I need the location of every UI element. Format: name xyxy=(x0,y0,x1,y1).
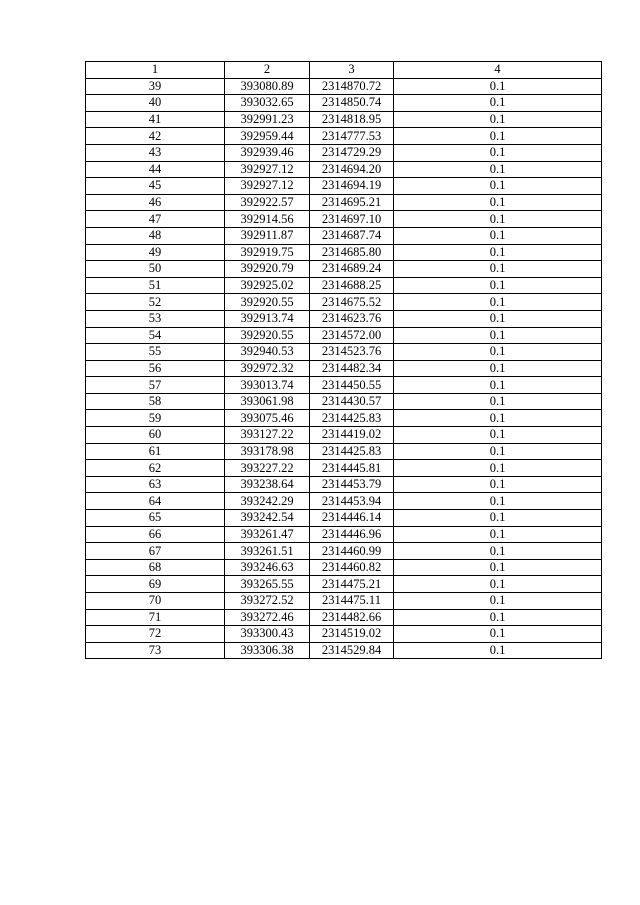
table-cell-col-1: 72 xyxy=(86,626,225,643)
table-cell-col-1: 67 xyxy=(86,543,225,560)
table-cell-col-3: 2314572.00 xyxy=(310,327,394,344)
table-cell-col-4: 0.1 xyxy=(394,427,602,444)
table-cell-col-1: 60 xyxy=(86,427,225,444)
table-cell-col-4: 0.1 xyxy=(394,327,602,344)
table-row xyxy=(86,310,602,327)
table-row xyxy=(86,211,602,228)
table-cell-col-2: 393265.55 xyxy=(225,576,310,593)
table-row xyxy=(86,543,602,560)
table-row xyxy=(86,443,602,460)
table-cell-col-4: 0.1 xyxy=(394,344,602,361)
table-cell-col-3: 2314689.24 xyxy=(310,261,394,278)
table-cell-col-1: 51 xyxy=(86,277,225,294)
table-cell-col-4: 0.1 xyxy=(394,609,602,626)
table-cell-col-2: 392925.02 xyxy=(225,277,310,294)
table-cell-col-2: 393272.52 xyxy=(225,593,310,610)
table-cell-col-1: 63 xyxy=(86,476,225,493)
table-cell-col-4: 0.1 xyxy=(394,576,602,593)
table-cell-col-1: 70 xyxy=(86,593,225,610)
table-cell-col-1: 41 xyxy=(86,111,225,128)
table-cell-col-2: 393246.63 xyxy=(225,559,310,576)
table-cell-col-4: 0.1 xyxy=(394,111,602,128)
table-cell-col-3: 2314475.11 xyxy=(310,593,394,610)
table-cell-col-2: 393227.22 xyxy=(225,460,310,477)
table-cell-col-2: 393306.38 xyxy=(225,642,310,659)
column-header-1: 1 xyxy=(86,62,225,79)
column-header-2: 2 xyxy=(225,62,310,79)
table-cell-col-2: 392914.56 xyxy=(225,211,310,228)
table-cell-col-2: 392922.57 xyxy=(225,194,310,211)
table-cell-col-4: 0.1 xyxy=(394,559,602,576)
table-cell-col-1: 47 xyxy=(86,211,225,228)
table-cell-col-3: 2314529.84 xyxy=(310,642,394,659)
table-cell-col-2: 392911.87 xyxy=(225,227,310,244)
table-cell-col-1: 48 xyxy=(86,227,225,244)
table-cell-col-2: 393013.74 xyxy=(225,377,310,394)
table-cell-col-4: 0.1 xyxy=(394,310,602,327)
table-cell-col-3: 2314694.19 xyxy=(310,178,394,195)
table-cell-col-4: 0.1 xyxy=(394,211,602,228)
table-cell-col-2: 393080.89 xyxy=(225,78,310,95)
table-row xyxy=(86,244,602,261)
table-row xyxy=(86,277,602,294)
table-cell-col-3: 2314688.25 xyxy=(310,277,394,294)
table-cell-col-1: 52 xyxy=(86,294,225,311)
table-row xyxy=(86,626,602,643)
table-cell-col-2: 392920.55 xyxy=(225,327,310,344)
table-cell-col-3: 2314695.21 xyxy=(310,194,394,211)
table-cell-col-2: 392939.46 xyxy=(225,144,310,161)
table-cell-col-2: 392940.53 xyxy=(225,344,310,361)
table-row xyxy=(86,344,602,361)
table-row xyxy=(86,427,602,444)
table-row xyxy=(86,476,602,493)
table-cell-col-4: 0.1 xyxy=(394,642,602,659)
column-header-4: 4 xyxy=(394,62,602,79)
table-row xyxy=(86,609,602,626)
table-row xyxy=(86,327,602,344)
table-row xyxy=(86,178,602,195)
table-cell-col-2: 392972.32 xyxy=(225,360,310,377)
table-cell-col-4: 0.1 xyxy=(394,294,602,311)
table-cell-col-2: 392959.44 xyxy=(225,128,310,145)
table-row xyxy=(86,559,602,576)
table-cell-col-1: 39 xyxy=(86,78,225,95)
table-cell-col-2: 392913.74 xyxy=(225,310,310,327)
table-row xyxy=(86,642,602,659)
table-cell-col-2: 393032.65 xyxy=(225,95,310,112)
table-row xyxy=(86,377,602,394)
table-row xyxy=(86,576,602,593)
table-cell-col-3: 2314460.82 xyxy=(310,559,394,576)
table-row xyxy=(86,128,602,145)
table-cell-col-1: 71 xyxy=(86,609,225,626)
table-cell-col-2: 393261.47 xyxy=(225,526,310,543)
table-cell-col-4: 0.1 xyxy=(394,78,602,95)
table-cell-col-2: 393075.46 xyxy=(225,410,310,427)
table-cell-col-2: 393178.98 xyxy=(225,443,310,460)
table-cell-col-4: 0.1 xyxy=(394,360,602,377)
table-cell-col-4: 0.1 xyxy=(394,277,602,294)
table-cell-col-2: 392920.55 xyxy=(225,294,310,311)
table-row xyxy=(86,144,602,161)
table-cell-col-3: 2314623.76 xyxy=(310,310,394,327)
table-row xyxy=(86,227,602,244)
table-cell-col-3: 2314453.94 xyxy=(310,493,394,510)
table-cell-col-3: 2314419.02 xyxy=(310,427,394,444)
table-cell-col-3: 2314425.83 xyxy=(310,410,394,427)
table-row xyxy=(86,410,602,427)
table-header-row xyxy=(86,62,602,79)
table-cell-col-1: 42 xyxy=(86,128,225,145)
table-row xyxy=(86,95,602,112)
table-cell-col-4: 0.1 xyxy=(394,626,602,643)
table-cell-col-3: 2314685.80 xyxy=(310,244,394,261)
table-cell-col-3: 2314482.66 xyxy=(310,609,394,626)
table-cell-col-3: 2314475.21 xyxy=(310,576,394,593)
table-cell-col-1: 55 xyxy=(86,344,225,361)
table-body xyxy=(86,78,602,659)
table-cell-col-3: 2314777.53 xyxy=(310,128,394,145)
table-cell-col-1: 68 xyxy=(86,559,225,576)
table-cell-col-2: 393300.43 xyxy=(225,626,310,643)
table-cell-col-2: 392927.12 xyxy=(225,161,310,178)
table-row xyxy=(86,78,602,95)
table-cell-col-1: 44 xyxy=(86,161,225,178)
table-cell-col-1: 69 xyxy=(86,576,225,593)
table-cell-col-2: 392927.12 xyxy=(225,178,310,195)
table-cell-col-4: 0.1 xyxy=(394,128,602,145)
table-cell-col-4: 0.1 xyxy=(394,95,602,112)
table-cell-col-3: 2314729.29 xyxy=(310,144,394,161)
table-row xyxy=(86,111,602,128)
table-cell-col-1: 43 xyxy=(86,144,225,161)
table-cell-col-4: 0.1 xyxy=(394,443,602,460)
table-cell-col-3: 2314482.34 xyxy=(310,360,394,377)
table-cell-col-4: 0.1 xyxy=(394,393,602,410)
table-cell-col-4: 0.1 xyxy=(394,144,602,161)
table-cell-col-3: 2314818.95 xyxy=(310,111,394,128)
table-cell-col-4: 0.1 xyxy=(394,493,602,510)
table-cell-col-3: 2314850.74 xyxy=(310,95,394,112)
table-cell-col-3: 2314523.76 xyxy=(310,344,394,361)
table-cell-col-1: 50 xyxy=(86,261,225,278)
table-cell-col-4: 0.1 xyxy=(394,543,602,560)
table-cell-col-4: 0.1 xyxy=(394,526,602,543)
table-cell-col-1: 64 xyxy=(86,493,225,510)
table-cell-col-2: 392920.79 xyxy=(225,261,310,278)
table-cell-col-1: 62 xyxy=(86,460,225,477)
table-cell-col-2: 393272.46 xyxy=(225,609,310,626)
table-cell-col-3: 2314450.55 xyxy=(310,377,394,394)
table-row xyxy=(86,460,602,477)
table-row xyxy=(86,161,602,178)
table-row xyxy=(86,593,602,610)
table-row xyxy=(86,261,602,278)
table-cell-col-3: 2314870.72 xyxy=(310,78,394,95)
table-cell-col-2: 393127.22 xyxy=(225,427,310,444)
table-row xyxy=(86,493,602,510)
table-cell-col-3: 2314697.10 xyxy=(310,211,394,228)
table-cell-col-3: 2314445.81 xyxy=(310,460,394,477)
table-cell-col-2: 392991.23 xyxy=(225,111,310,128)
table-cell-col-4: 0.1 xyxy=(394,460,602,477)
table-cell-col-3: 2314519.02 xyxy=(310,626,394,643)
table-cell-col-3: 2314453.79 xyxy=(310,476,394,493)
table-cell-col-1: 57 xyxy=(86,377,225,394)
table-cell-col-1: 59 xyxy=(86,410,225,427)
table-cell-col-4: 0.1 xyxy=(394,476,602,493)
column-header-3: 3 xyxy=(310,62,394,79)
table-cell-col-2: 393061.98 xyxy=(225,393,310,410)
table-cell-col-4: 0.1 xyxy=(394,244,602,261)
table-row xyxy=(86,194,602,211)
table-cell-col-4: 0.1 xyxy=(394,178,602,195)
table-cell-col-1: 53 xyxy=(86,310,225,327)
table-cell-col-2: 393238.64 xyxy=(225,476,310,493)
table-cell-col-3: 2314694.20 xyxy=(310,161,394,178)
table-cell-col-1: 65 xyxy=(86,510,225,527)
table-cell-col-1: 46 xyxy=(86,194,225,211)
table-cell-col-1: 45 xyxy=(86,178,225,195)
table-cell-col-4: 0.1 xyxy=(394,227,602,244)
table-cell-col-4: 0.1 xyxy=(394,410,602,427)
table-cell-col-4: 0.1 xyxy=(394,161,602,178)
table-cell-col-1: 40 xyxy=(86,95,225,112)
table-cell-col-3: 2314446.14 xyxy=(310,510,394,527)
table-cell-col-4: 0.1 xyxy=(394,377,602,394)
table-cell-col-2: 393261.51 xyxy=(225,543,310,560)
table-cell-col-1: 73 xyxy=(86,642,225,659)
table-cell-col-3: 2314425.83 xyxy=(310,443,394,460)
table-cell-col-1: 49 xyxy=(86,244,225,261)
table-row xyxy=(86,360,602,377)
table-row xyxy=(86,510,602,527)
table-row xyxy=(86,294,602,311)
table-cell-col-1: 56 xyxy=(86,360,225,377)
table-row xyxy=(86,393,602,410)
table-row xyxy=(86,526,602,543)
table-cell-col-1: 61 xyxy=(86,443,225,460)
table-cell-col-4: 0.1 xyxy=(394,194,602,211)
table-cell-col-3: 2314460.99 xyxy=(310,543,394,560)
table-cell-col-3: 2314687.74 xyxy=(310,227,394,244)
table-cell-col-3: 2314446.96 xyxy=(310,526,394,543)
table-cell-col-3: 2314675.52 xyxy=(310,294,394,311)
coordinates-table xyxy=(85,61,602,659)
table-cell-col-1: 58 xyxy=(86,393,225,410)
table-cell-col-1: 66 xyxy=(86,526,225,543)
table-cell-col-2: 393242.29 xyxy=(225,493,310,510)
table-cell-col-4: 0.1 xyxy=(394,261,602,278)
table-cell-col-2: 392919.75 xyxy=(225,244,310,261)
table-cell-col-1: 54 xyxy=(86,327,225,344)
table-cell-col-3: 2314430.57 xyxy=(310,393,394,410)
table-cell-col-4: 0.1 xyxy=(394,510,602,527)
table-cell-col-4: 0.1 xyxy=(394,593,602,610)
table-cell-col-2: 393242.54 xyxy=(225,510,310,527)
